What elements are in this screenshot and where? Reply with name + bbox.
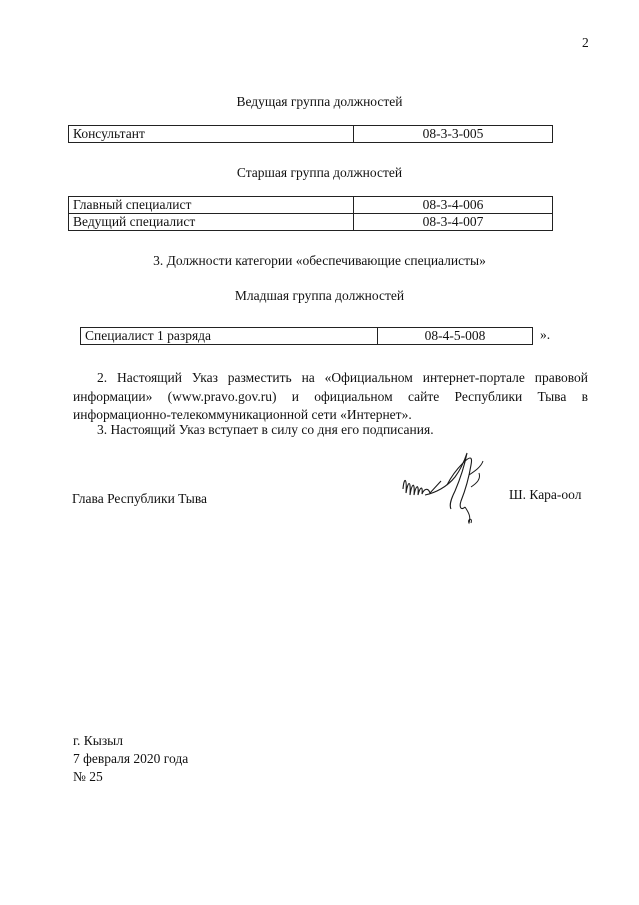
signatory-name: Ш. Кара-оол xyxy=(509,487,582,502)
senior-group-heading: Старшая группа должностей xyxy=(236,165,403,180)
junior-group-heading: Младшая группа должностей xyxy=(234,288,405,303)
category-3-heading: 3. Должности категории «обеспечивающие специалисты» xyxy=(153,253,486,268)
handwritten-signature xyxy=(395,447,495,527)
footer-city: г. Кызыл xyxy=(73,733,123,748)
junior-group-table xyxy=(80,327,533,345)
page-number: 2 xyxy=(582,35,589,50)
position-title: Главный специалист xyxy=(69,197,354,214)
paragraph-2-text: 2. Настоящий Указ разместить на «Официальном интернет-портале правовой информации» (www.pravo.gov.ru) и официальном сайте Республики Тыва в информационно-телекоммуникационной сети «Интернет». xyxy=(73,370,588,422)
paragraph-3 xyxy=(73,421,588,440)
paragraph-2 xyxy=(73,369,588,425)
closing-quote: ». xyxy=(540,327,551,342)
position-code: 08-3-3-005 xyxy=(354,126,553,143)
table-row xyxy=(69,126,553,143)
leading-group-heading: Ведущая группа должностей xyxy=(236,94,403,109)
position-title: Ведущий специалист xyxy=(69,214,354,231)
position-code: 08-3-4-007 xyxy=(354,214,553,231)
table-row xyxy=(69,214,553,231)
footer-date: 7 февраля 2020 года xyxy=(73,751,189,766)
leading-group-table xyxy=(68,125,553,143)
paragraph-3-text: 3. Настоящий Указ вступает в силу со дня его подписания. xyxy=(97,422,434,437)
position-code: 08-3-4-006 xyxy=(354,197,553,214)
signatory-position: Глава Республики Тыва xyxy=(72,491,208,506)
footer-number: № 25 xyxy=(73,769,103,784)
senior-group-table xyxy=(68,196,553,231)
table-row xyxy=(69,197,553,214)
table-row xyxy=(81,328,533,345)
position-title: Консультант xyxy=(69,126,354,143)
position-code: 08-4-5-008 xyxy=(378,328,533,345)
position-title: Специалист 1 разряда xyxy=(81,328,378,345)
